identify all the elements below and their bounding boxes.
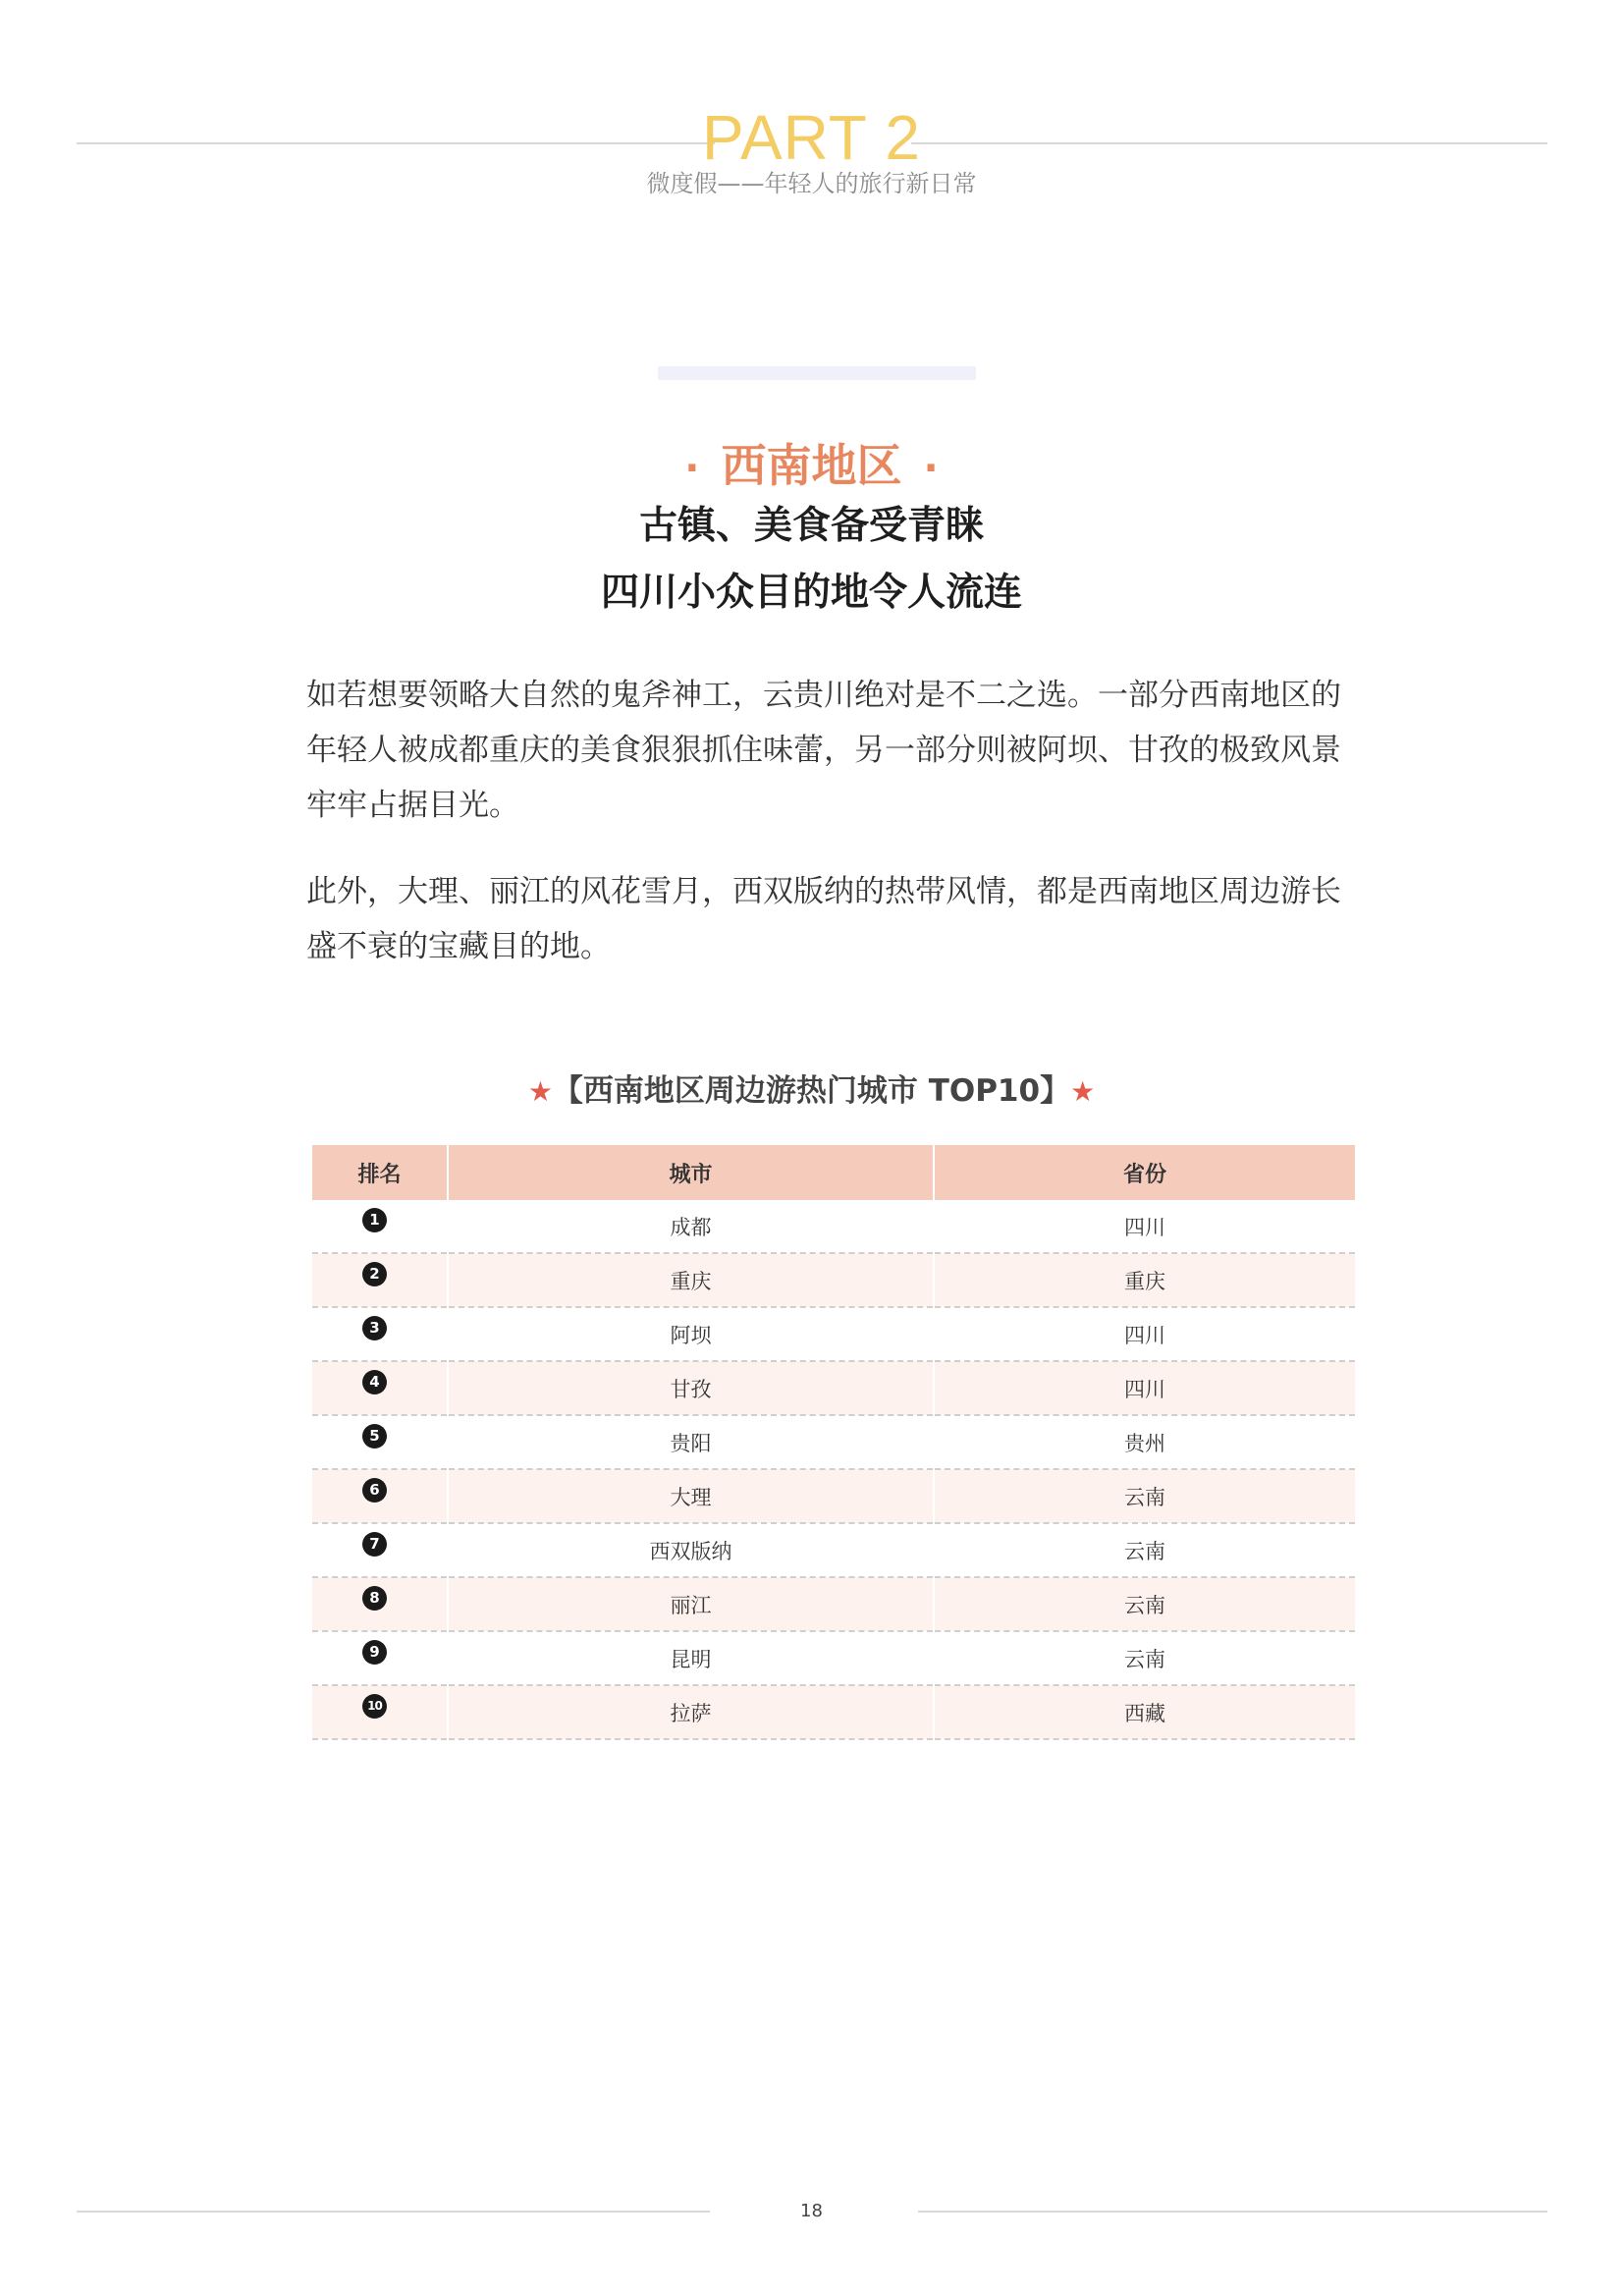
table-row bbox=[312, 1469, 1355, 1523]
province-cell: 贵州 bbox=[934, 1415, 1355, 1469]
rank-cell bbox=[312, 1253, 448, 1307]
province-cell: 云南 bbox=[934, 1577, 1355, 1631]
body-paragraph-1: 如若想要领略大自然的鬼斧神工，云贵川绝对是不二之选。一部分西南地区的年轻人被成都重庆的美食狠狠抓住味蕾，另一部分则被阿坝、甘孜的极致风景牢牢占据目光。 bbox=[306, 678, 1341, 823]
rank-cell bbox=[312, 1685, 448, 1739]
header-province: 省份 bbox=[934, 1145, 1355, 1200]
table-title bbox=[0, 1066, 1623, 1117]
rank-badge: 6 bbox=[362, 1478, 387, 1503]
table-row bbox=[312, 1361, 1355, 1415]
city-cell: 成都 bbox=[448, 1200, 934, 1253]
table-title-text: 【西南地区周边游热门城市 TOP10】 bbox=[552, 1073, 1071, 1109]
table-row bbox=[312, 1577, 1355, 1631]
region-dot-left: · bbox=[684, 446, 700, 491]
decorative-bar bbox=[658, 366, 976, 380]
table-row bbox=[312, 1523, 1355, 1577]
table-row bbox=[312, 1200, 1355, 1253]
rank-badge: 1 bbox=[362, 1208, 387, 1232]
headline-line-2: 四川小众目的地令人流连 bbox=[600, 571, 1022, 615]
province-cell: 四川 bbox=[934, 1361, 1355, 1415]
city-cell: 西双版纳 bbox=[448, 1523, 934, 1577]
region-title bbox=[0, 434, 1623, 500]
part-title: PART 2 bbox=[702, 102, 921, 173]
city-cell: 拉萨 bbox=[448, 1685, 934, 1739]
part-subtitle: 微度假——年轻人的旅行新日常 bbox=[646, 170, 977, 197]
table-row bbox=[312, 1307, 1355, 1361]
rank-cell bbox=[312, 1415, 448, 1469]
city-cell: 甘孜 bbox=[448, 1361, 934, 1415]
rank-cell bbox=[312, 1631, 448, 1685]
table-header-row bbox=[312, 1145, 1355, 1200]
rank-badge: 4 bbox=[362, 1370, 387, 1394]
headline-line-1: 古镇、美食备受青睐 bbox=[638, 504, 984, 548]
city-cell: 贵阳 bbox=[448, 1415, 934, 1469]
region-title-text: 西南地区 bbox=[721, 439, 902, 492]
table-row bbox=[312, 1685, 1355, 1739]
rank-cell bbox=[312, 1307, 448, 1361]
province-cell: 重庆 bbox=[934, 1253, 1355, 1307]
table-row bbox=[312, 1415, 1355, 1469]
star-icon-left: ★ bbox=[527, 1075, 553, 1108]
city-cell: 大理 bbox=[448, 1469, 934, 1523]
star-icon-right: ★ bbox=[1070, 1075, 1096, 1108]
province-cell: 西藏 bbox=[934, 1685, 1355, 1739]
rank-cell bbox=[312, 1469, 448, 1523]
city-cell: 昆明 bbox=[448, 1631, 934, 1685]
rank-cell bbox=[312, 1200, 448, 1253]
page-number: 18 bbox=[800, 2201, 823, 2221]
rank-badge: 8 bbox=[362, 1586, 387, 1611]
rank-cell bbox=[312, 1361, 448, 1415]
province-cell: 云南 bbox=[934, 1523, 1355, 1577]
rank-badge: 7 bbox=[362, 1532, 387, 1557]
region-dot-right: · bbox=[923, 446, 939, 491]
province-cell: 云南 bbox=[934, 1469, 1355, 1523]
province-cell: 四川 bbox=[934, 1307, 1355, 1361]
ranking-table bbox=[312, 1145, 1355, 1740]
rank-badge: 5 bbox=[362, 1424, 387, 1449]
city-cell: 重庆 bbox=[448, 1253, 934, 1307]
table-row bbox=[312, 1253, 1355, 1307]
rank-cell bbox=[312, 1577, 448, 1631]
table-row bbox=[312, 1631, 1355, 1685]
province-cell: 四川 bbox=[934, 1200, 1355, 1253]
body-paragraph-2: 此外，大理、丽江的风花雪月，西双版纳的热带风情，都是西南地区周边游长盛不衰的宝藏目的地。 bbox=[306, 874, 1341, 964]
header-city: 城市 bbox=[448, 1145, 934, 1200]
rank-cell bbox=[312, 1523, 448, 1577]
rank-badge: 3 bbox=[362, 1316, 387, 1340]
rank-badge: 10 bbox=[362, 1694, 387, 1719]
rank-badge: 9 bbox=[362, 1640, 387, 1665]
province-cell: 云南 bbox=[934, 1631, 1355, 1685]
header-rank: 排名 bbox=[312, 1145, 448, 1200]
city-cell: 阿坝 bbox=[448, 1307, 934, 1361]
rank-badge: 2 bbox=[362, 1262, 387, 1286]
city-cell: 丽江 bbox=[448, 1577, 934, 1631]
